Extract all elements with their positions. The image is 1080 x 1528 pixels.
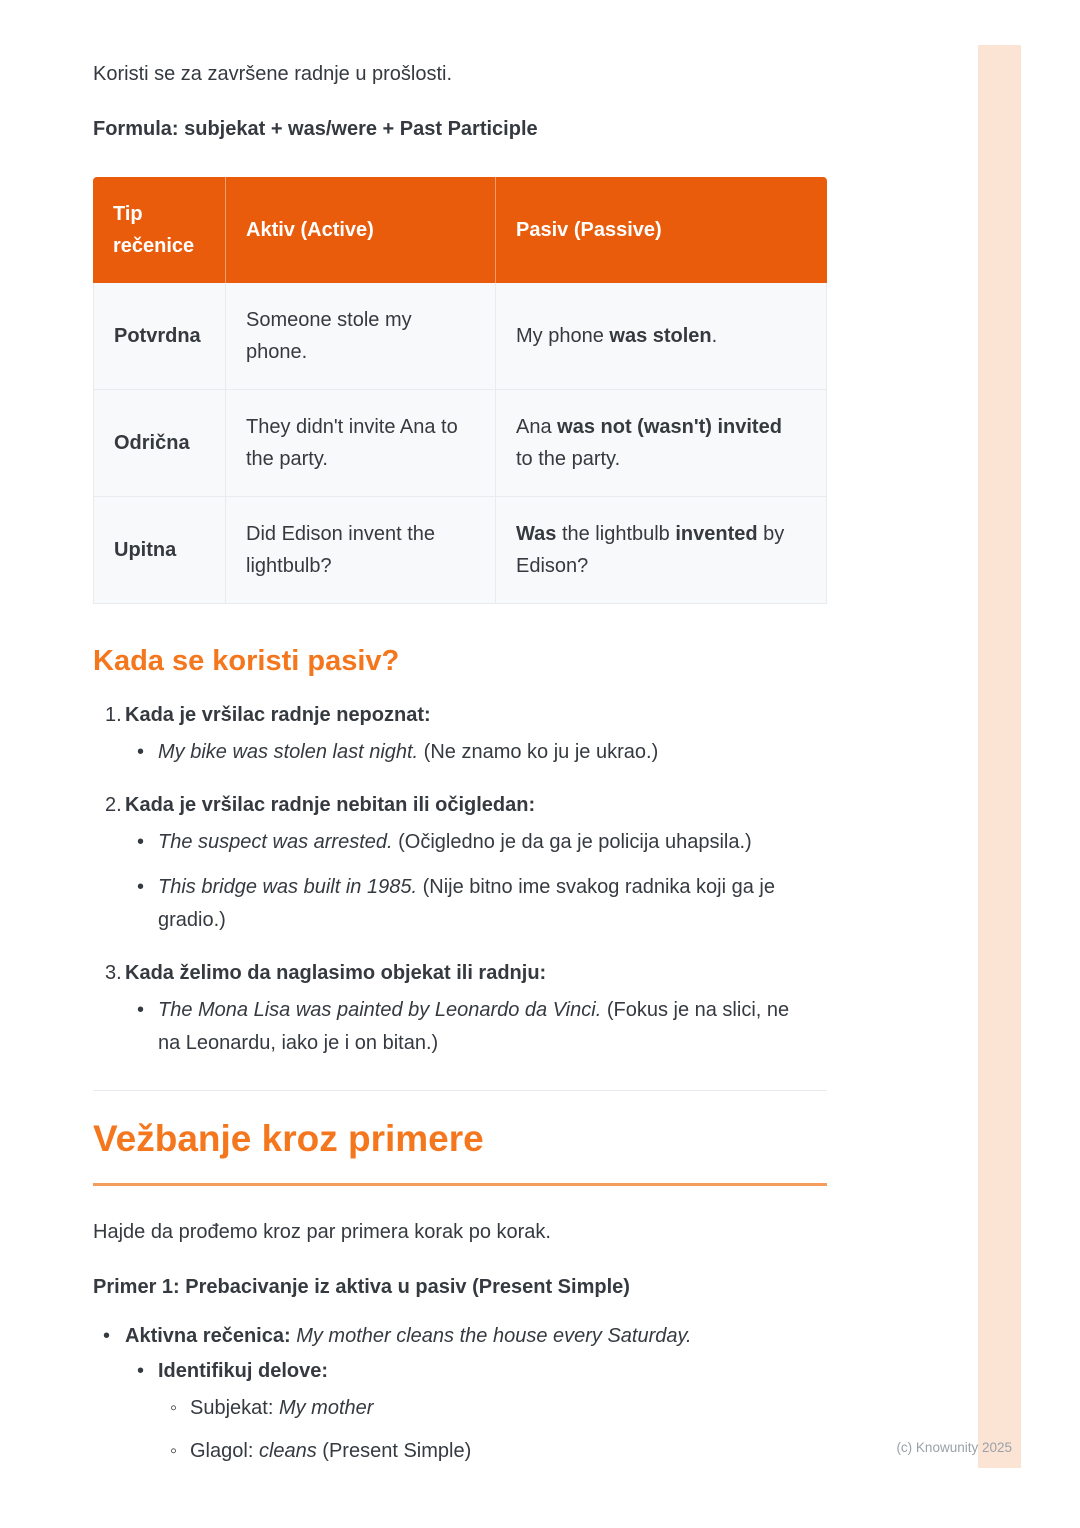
bold-text-run: was not (wasn't) invited bbox=[557, 416, 782, 438]
text-run: Ana bbox=[516, 416, 558, 438]
sentence-type-cell: Odrična bbox=[93, 390, 226, 497]
usage-example-item bbox=[93, 994, 827, 1060]
example-note: (Ne znamo ko ju je ukrao.) bbox=[418, 740, 659, 763]
usage-item-title: Kada je vršilac radnje nepoznat: bbox=[125, 703, 431, 726]
passive-example-cell bbox=[496, 497, 827, 604]
example-sentence: The Mona Lisa was painted by Leonardo da Vinci. bbox=[158, 998, 602, 1021]
list-number: 1. bbox=[105, 703, 122, 726]
table-header-tip-recenice: Tip rečenice bbox=[93, 177, 226, 283]
bullet-marker: • bbox=[137, 740, 145, 763]
sentence-type-cell: Potvrdna bbox=[93, 283, 226, 390]
usage-item-1-heading bbox=[93, 699, 827, 732]
active-example-cell: Someone stole my phone. bbox=[226, 283, 496, 390]
page-accent-band bbox=[978, 45, 1021, 1468]
bullet-marker: • bbox=[137, 830, 145, 853]
subject-value: My mother bbox=[278, 1397, 374, 1420]
text-run: by Edison? bbox=[516, 523, 785, 577]
active-sentence-text-wrap bbox=[125, 1320, 692, 1353]
active-example-cell: They didn't invite Ana to the party. bbox=[226, 390, 496, 497]
usage-item-title: Kada je vršilac radnje nebitan ili očigledan: bbox=[125, 793, 536, 816]
identify-parts-text-wrap bbox=[158, 1355, 328, 1388]
practice-heading-block bbox=[93, 1117, 827, 1186]
bold-text-run: was stolen bbox=[609, 325, 712, 347]
identify-parts-label: Identifikuj delove: bbox=[158, 1360, 329, 1383]
verb-note: (Present Simple) bbox=[316, 1440, 472, 1463]
usage-item-2-heading bbox=[93, 789, 827, 822]
text-run: My phone bbox=[516, 325, 610, 347]
example-sentence: My bike was stolen last night. bbox=[158, 740, 419, 763]
usage-note-paragraph: Koristi se za završene radnje u prošlosti. bbox=[93, 63, 453, 85]
sentence-type-cell: Upitna bbox=[93, 497, 226, 604]
usage-example-item bbox=[93, 871, 827, 937]
subject-item bbox=[93, 1392, 827, 1425]
table-header-pasiv: Pasiv (Passive) bbox=[496, 177, 827, 283]
example-note: (Nije bitno ime svakog radnika koji ga je gradio.) bbox=[158, 875, 775, 931]
example1-title: Primer 1: Prebacivanje iz aktiva u pasiv (Present Simple) bbox=[93, 1276, 630, 1299]
usage-example-text bbox=[158, 826, 752, 859]
bullet-marker: • bbox=[137, 875, 145, 898]
active-sentence-label: Aktivna rečenica: bbox=[125, 1325, 291, 1348]
passive-example-cell bbox=[496, 283, 827, 390]
subject-text-wrap bbox=[190, 1392, 373, 1425]
table-row-odricna bbox=[93, 390, 827, 497]
bold-text-run: Was bbox=[516, 523, 557, 545]
active-example-cell: Did Edison invent the lightbulb? bbox=[226, 497, 496, 604]
text-run: the lightbulb bbox=[556, 523, 676, 545]
active-sentence-item bbox=[93, 1320, 827, 1353]
active-sentence-value: My mother cleans the house every Saturday. bbox=[290, 1325, 692, 1348]
bullet-marker: • bbox=[137, 998, 145, 1021]
usage-example-text bbox=[158, 871, 807, 937]
verb-value: cleans bbox=[258, 1440, 317, 1463]
usage-item-3-heading bbox=[93, 957, 827, 990]
circle-bullet-marker: ◦ bbox=[170, 1440, 178, 1463]
bold-text-run: invented bbox=[675, 523, 758, 545]
formula-text: Formula: subjekat + was/were + Past Participle bbox=[93, 118, 538, 140]
usage-item-title: Kada želimo da naglasimo objekat ili radnju: bbox=[125, 961, 547, 984]
identify-parts-item bbox=[93, 1355, 827, 1388]
list-number: 2. bbox=[105, 793, 122, 816]
usage-example-text bbox=[158, 994, 807, 1060]
passive-example-cell bbox=[496, 390, 827, 497]
section-divider bbox=[93, 1090, 827, 1091]
practice-intro-paragraph: Hajde da prođemo kroz par primera korak po korak. bbox=[93, 1221, 551, 1244]
usage-example-item bbox=[93, 736, 827, 769]
verb-label: Glagol: bbox=[190, 1440, 259, 1463]
page-content bbox=[93, 0, 827, 1468]
usage-example-text bbox=[158, 736, 658, 769]
table-row-potvrdna bbox=[93, 283, 827, 390]
subject-label: Subjekat: bbox=[190, 1397, 279, 1420]
table-row-upitna bbox=[93, 497, 827, 604]
table-header-row bbox=[93, 177, 827, 283]
list-number: 3. bbox=[105, 961, 122, 984]
active-passive-table bbox=[93, 177, 827, 604]
usage-example-item bbox=[93, 826, 827, 859]
copyright-notice: (c) Knowunity 2025 bbox=[896, 1440, 1012, 1455]
example-note: (Fokus je na slici, ne na Leonardu, iako je i on bitan.) bbox=[158, 998, 790, 1054]
section-heading-vezbanje-kroz-primere: Vežbanje kroz primere bbox=[93, 1117, 484, 1159]
verb-item bbox=[93, 1435, 827, 1468]
circle-bullet-marker: ◦ bbox=[170, 1397, 178, 1420]
table-header-aktiv: Aktiv (Active) bbox=[226, 177, 496, 283]
bullet-marker: • bbox=[137, 1360, 145, 1383]
example-sentence: This bridge was built in 1985. bbox=[158, 875, 418, 898]
text-run: to the party. bbox=[516, 448, 621, 470]
example-note: (Očigledno je da ga je policija uhapsila.) bbox=[392, 830, 752, 853]
verb-text-wrap bbox=[190, 1435, 471, 1468]
text-run: . bbox=[711, 325, 718, 347]
section-heading-kada-se-koristi-pasiv: Kada se koristi pasiv? bbox=[93, 645, 400, 677]
bullet-marker: • bbox=[103, 1325, 111, 1348]
example-sentence: The suspect was arrested. bbox=[158, 830, 393, 853]
